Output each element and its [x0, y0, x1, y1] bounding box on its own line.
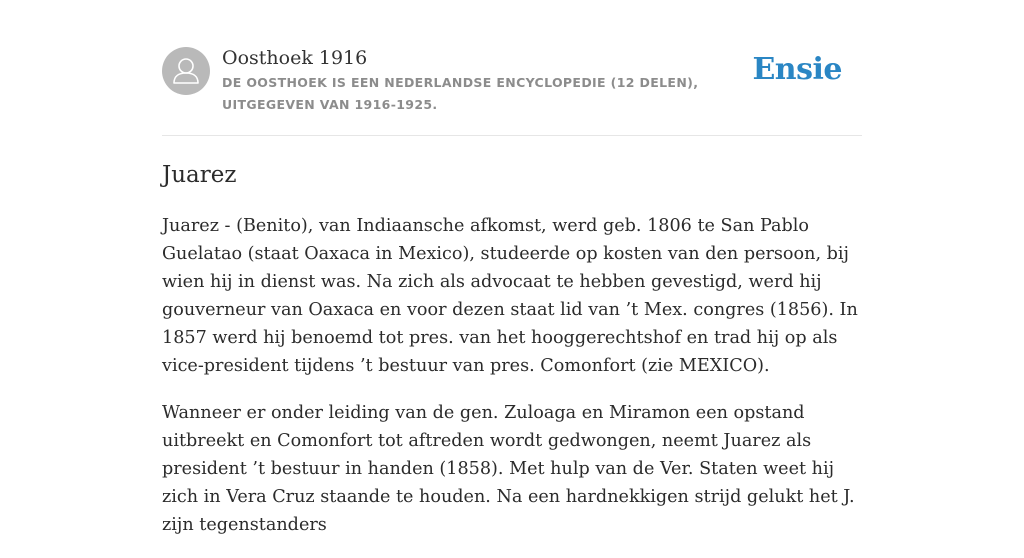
source-description: DE OOSTHOEK IS EEN NEDERLANDSE ENCYCLOPEDIE (12 DELEN), UITGEGEVEN VAN 1916-1925.: [222, 75, 699, 112]
ensie-logo-link[interactable]: Ensie: [752, 52, 842, 87]
source-title[interactable]: Oosthoek 1916: [222, 47, 368, 69]
article-paragraph: Juarez - (Benito), van Indiaansche afkomst, werd geb. 1806 te San Pablo Guelatao (staat Oaxaca in Mexico), studeerde op kosten van den persoon, bij wien hij in dienst was. Na zich als advocaat te hebben gevestigd, werd hij gouverneur van Oaxaca en voor dezen staat lid van ’t Mex. congres (1856). In 1857 werd hij benoemd tot pres. van het hooggerechtshof en trad hij op als vice-president tijdens ’t bestuur van pres. Comonfort (zie MEXICO).: [162, 216, 858, 376]
article-paragraph: Wanneer er onder leiding van de gen. Zuloaga en Miramon een opstand uitbreekt en Comonfort tot aftreden wordt gedwongen, neemt Juarez als president ’t bestuur in handen (1858). Met hulp van de Ver. Staten weet hij zich in Vera Cruz staande te houden. Na een hardnekkigen strijd gelukt het J. zijn tegenstanders: [162, 403, 855, 535]
article-body: [162, 212, 862, 558]
source-header: [162, 0, 862, 136]
article-title: Juarez: [162, 162, 237, 188]
page-container: [162, 0, 862, 535]
user-avatar-icon[interactable]: [162, 47, 210, 95]
